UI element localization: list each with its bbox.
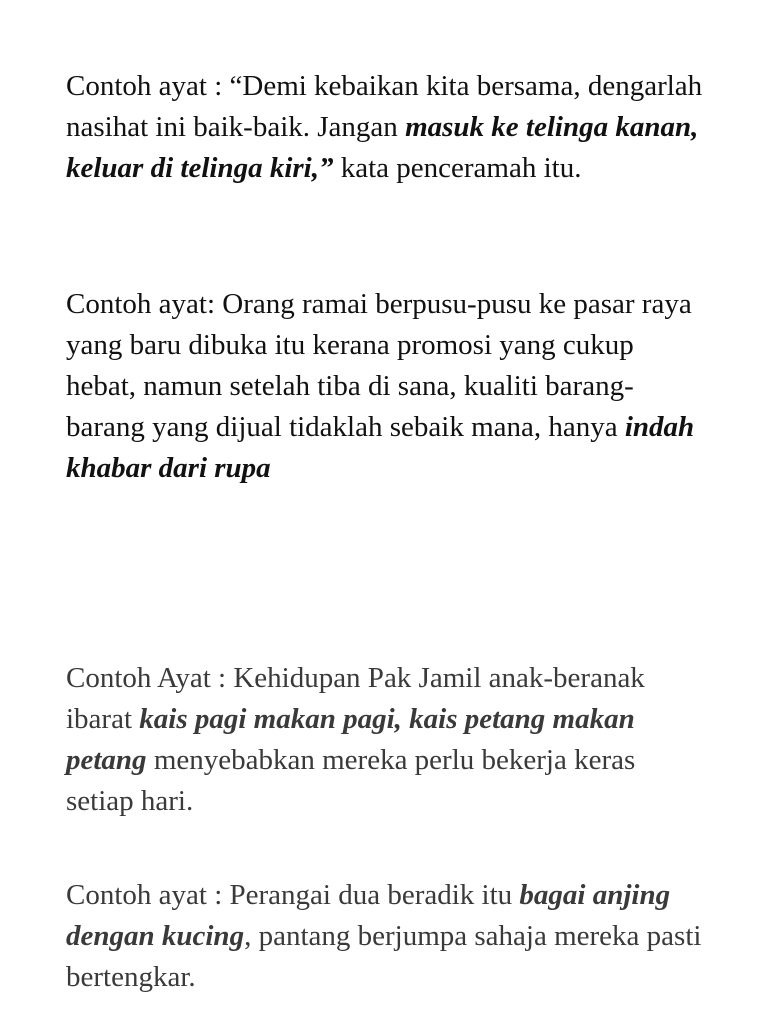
example-sentence-1 (66, 66, 706, 189)
sentence-text: kata penceramah itu. (333, 152, 582, 184)
sentence-text: Contoh Ayat : Kehidupan Pak Jamil anak-beranak ibarat (66, 662, 645, 735)
emphasized-idiom: indah khabar dari rupa (66, 411, 695, 484)
emphasized-idiom: masuk ke telinga kanan, keluar di telinga kiri,” (66, 111, 699, 184)
sentence-text: Contoh ayat : “Demi kebaikan kita bersama, dengarlah nasihat ini baik-baik. Jangan (66, 70, 703, 143)
emphasized-idiom: bagai anjing dengan kucing (66, 879, 671, 952)
emphasized-idiom: kais pagi makan pagi, kais petang makan petang (66, 703, 635, 776)
example-sentence-2 (66, 284, 706, 489)
sentence-text: Contoh ayat : Perangai dua beradik itu (66, 879, 520, 911)
example-sentence-3 (66, 658, 706, 822)
sentence-text: , pantang berjumpa sahaja mereka pasti bertengkar. (66, 920, 702, 993)
sentence-text: menyebabkan mereka perlu bekerja keras setiap hari. (66, 744, 636, 817)
sentence-text: Contoh ayat: Orang ramai berpusu-pusu ke pasar raya yang baru dibuka itu kerana promosi yang cukup hebat, namun setelah tiba di sana, kualiti barang-barang yang dijual tidaklah sebaik mana, hanya (66, 288, 692, 443)
example-sentence-4 (66, 875, 706, 998)
